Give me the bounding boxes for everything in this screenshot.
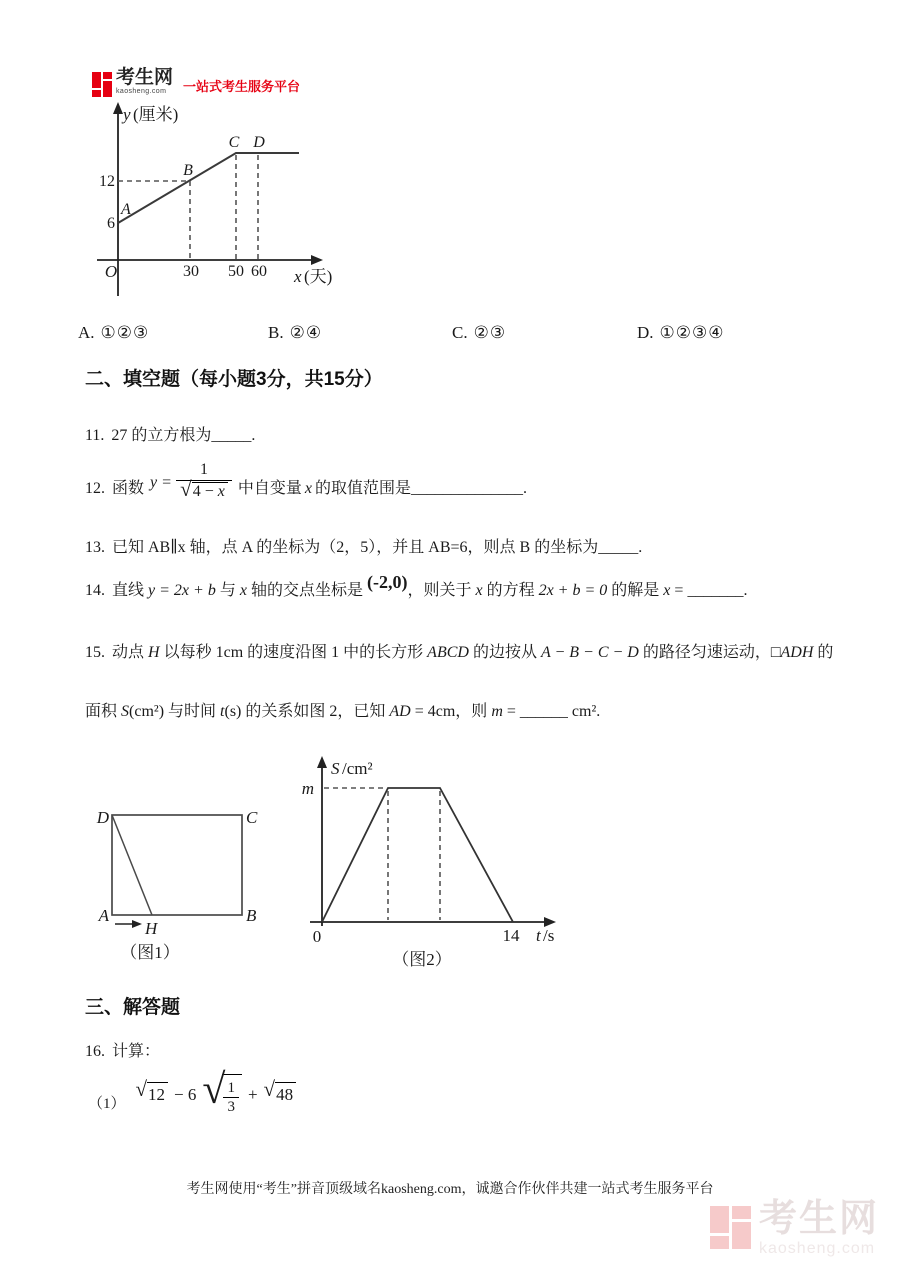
y-axis-label-var: S: [331, 759, 340, 778]
dashed-guide-b: [118, 181, 190, 260]
radical-sign-icon: √: [263, 1077, 276, 1102]
question-14: [85, 572, 748, 602]
text-segment: = 4cm，则: [410, 703, 492, 720]
option-d-value: ①②③④: [659, 323, 725, 342]
operator-plus: +: [247, 1084, 258, 1104]
question-text: 已知 AB∥x 轴，点 A 的坐标为（2，5），并且 AB=6，则点 B 的坐标为: [112, 539, 599, 556]
logo-site: kaosheng.com: [116, 88, 167, 95]
option-a: [78, 323, 268, 343]
radicand: [192, 482, 228, 501]
y-tick-m: m: [301, 779, 314, 798]
logo-tagline: 一站式考生服务平台: [183, 79, 301, 94]
motion-arrow-head-icon: [132, 920, 142, 928]
kaosheng-logo-icon: [92, 72, 112, 97]
segment-dh: [112, 815, 152, 915]
text-segment: x: [663, 582, 671, 599]
watermark: [710, 1200, 879, 1257]
option-a-label: A.: [78, 323, 95, 342]
question-pre-text: 函数: [112, 479, 145, 497]
text-segment: 轴的交点坐标是: [246, 582, 367, 599]
section-fill-in-title: 二、填空题（每小题3分，共15分）: [85, 369, 383, 390]
question10-line-graph: [85, 100, 415, 300]
origin-label: O: [104, 262, 118, 281]
text-segment: x: [239, 582, 247, 599]
item-label: （1）: [88, 1096, 126, 1113]
x-tick-60: 60: [251, 263, 267, 280]
graph-line: [322, 788, 513, 922]
question-number: 16.: [85, 1043, 105, 1060]
radical: [180, 476, 228, 503]
option-b-label: B.: [268, 323, 284, 342]
text-segment: 的路径匀速运动，: [638, 644, 771, 661]
period: .: [522, 479, 527, 497]
answer-blank: _____: [211, 427, 252, 444]
text-segment: t: [220, 703, 225, 720]
x-tick-30: 30: [183, 263, 199, 280]
radical-one-third: [202, 1067, 242, 1116]
radicand: 48: [275, 1082, 296, 1108]
figure1-rectangle-diagram: [95, 800, 280, 970]
option-c-value: ②③: [473, 323, 507, 342]
text-segment: 1: [331, 644, 340, 661]
radical-sign-icon: √: [202, 1067, 226, 1113]
figure2-caption: （图2）: [392, 950, 452, 969]
fraction-numerator: 1: [199, 461, 208, 479]
text-segment: m: [491, 703, 503, 720]
y-axis-label-unit: /cm²: [342, 759, 373, 778]
text-segment: 中的长方形: [339, 644, 428, 661]
question-number: 12.: [85, 479, 105, 497]
text-segment: □: [770, 644, 781, 661]
text-segment: 的: [813, 644, 834, 661]
text-segment: ，已知: [337, 703, 390, 720]
period: .: [638, 539, 643, 556]
option-a-value: ①②③: [100, 323, 150, 342]
question-text: 计算：: [112, 1043, 161, 1060]
point-label-h: H: [145, 919, 158, 938]
footer-text: 考生网使用“考生”拼音顶级域名kaosheng.com，诚邀合作伙伴共建一站式考生服务平台: [186, 1182, 714, 1197]
text-segment: S: [121, 703, 130, 720]
text-segment: (cm²): [129, 703, 165, 720]
question-text: [85, 703, 600, 720]
option-c: [452, 323, 637, 343]
corner-label-c: C: [246, 808, 258, 827]
point-label-a: A: [121, 201, 131, 218]
operator-minus-6: − 6: [174, 1084, 197, 1104]
option-b-value: ②④: [289, 323, 323, 342]
text-segment: 直线: [112, 582, 149, 599]
question-number: 14.: [85, 582, 105, 599]
text-segment: cm²: [567, 703, 597, 720]
text-segment: (-2,0): [366, 572, 408, 592]
text-segment: 的速度沿图: [243, 644, 332, 661]
corner-label-a: A: [98, 906, 109, 925]
option-d: [637, 323, 725, 343]
figure2-line-graph: [300, 752, 580, 975]
x-axis-label-unit: /s: [543, 926, 555, 945]
point-label-c: C: [228, 134, 240, 151]
text-segment: (s): [224, 703, 242, 720]
answer-blank: _____: [598, 539, 639, 556]
origin-label: 0: [312, 927, 322, 946]
option-c-label: C.: [452, 323, 468, 342]
radicand-text: 4 −: [192, 482, 218, 500]
text-segment: 的方程: [482, 582, 539, 599]
period: .: [251, 427, 256, 444]
kaosheng-logo: [92, 68, 300, 97]
text-segment: _______: [687, 582, 744, 599]
text-segment: ABCD: [427, 644, 469, 661]
kaosheng-watermark-icon: [710, 1206, 751, 1249]
text-segment: y = 2x + b: [148, 582, 216, 599]
radical-sign-icon: √: [180, 476, 192, 501]
text-segment: 以每秒: [159, 644, 216, 661]
y-tick-6: 6: [107, 215, 115, 232]
question-post-text: 的取值范围是: [314, 479, 411, 497]
y-tick-12: 12: [99, 173, 115, 190]
question-15-line2: [85, 700, 600, 723]
question-text: [112, 644, 833, 661]
text-segment: 2x + b = 0: [538, 582, 608, 599]
radicand-var: x: [217, 482, 225, 500]
fraction-denominator: 3: [223, 1097, 239, 1116]
text-segment: 的边按从: [468, 644, 541, 661]
figure1-caption: （图1）: [120, 943, 180, 962]
text-segment: ADH: [780, 644, 814, 661]
y-axis-arrow-icon: [317, 756, 327, 768]
question-number: 13.: [85, 539, 105, 556]
text-segment: .: [596, 703, 601, 720]
formula-lhs: y: [150, 474, 158, 492]
corner-label-b: B: [246, 906, 257, 925]
watermark-brand: 考生网: [759, 1198, 880, 1240]
text-segment: A − B − C − D: [540, 644, 639, 661]
x-tick-14: 14: [502, 926, 520, 945]
radical-12: [135, 1077, 169, 1108]
fraction: [176, 461, 232, 504]
option-d-label: D.: [637, 323, 654, 342]
watermark-text: [759, 1200, 879, 1257]
text-segment: .: [743, 582, 748, 599]
question-16-item1: [88, 1066, 296, 1124]
y-axis-label-var: y: [123, 105, 131, 124]
text-segment: ______: [519, 703, 568, 720]
x-axis-label-var: x: [294, 267, 302, 286]
point-label-d: D: [253, 134, 265, 151]
text-segment: AD: [389, 703, 411, 720]
text-segment: ，则关于: [407, 582, 476, 599]
watermark-site: kaosheng.com: [759, 1240, 876, 1257]
text-segment: =: [502, 703, 520, 720]
corner-label-d: D: [96, 808, 109, 827]
question-13: [85, 536, 642, 559]
question-number: 11.: [85, 427, 105, 444]
question-text: 27 的立方根为: [111, 427, 212, 444]
x-axis-arrow-icon: [311, 255, 323, 265]
y-axis-label-unit: (厘米): [133, 105, 179, 124]
question-12: [85, 448, 527, 504]
formula-y-equals-fraction: [150, 461, 232, 504]
text-segment: =: [670, 582, 688, 599]
radicand: 12: [147, 1082, 168, 1108]
text-segment: 2: [329, 703, 338, 720]
question-number: 15.: [85, 644, 105, 661]
text-segment: 面积: [85, 703, 122, 720]
text-segment: x: [475, 582, 483, 599]
text-segment: 与时间: [164, 703, 221, 720]
option-b: [268, 323, 452, 343]
fraction: [223, 1080, 239, 1115]
text-segment: 的解是: [607, 582, 664, 599]
question-15-line1: [85, 641, 833, 664]
text-segment: 的关系如图: [241, 703, 330, 720]
point-label-b: B: [183, 162, 193, 179]
logo-brand: 考生网: [116, 67, 174, 88]
text-segment: H: [148, 644, 160, 661]
radical-48: [263, 1077, 297, 1108]
section-jieda-title: 三、解答题: [85, 997, 181, 1018]
text-segment: 动点: [112, 644, 149, 661]
x-tick-50: 50: [228, 263, 244, 280]
question-mid-text: 中自变量: [237, 479, 302, 497]
equals-sign: =: [162, 474, 172, 492]
radical-sign-icon: √: [135, 1077, 148, 1102]
question-text: [112, 572, 748, 599]
variable-x: x: [304, 479, 312, 497]
graph-line: [118, 153, 299, 223]
x-axis-label-var: t: [536, 926, 541, 945]
text-segment: 与: [215, 582, 240, 599]
question-11: [85, 424, 255, 447]
text-segment: 1cm: [215, 644, 244, 661]
choice-options-row: [78, 323, 725, 343]
fraction-numerator: 1: [227, 1080, 235, 1096]
x-axis-label-unit: (天): [304, 267, 333, 286]
logo-text: [116, 68, 173, 95]
y-axis-arrow-icon: [113, 102, 123, 114]
answer-blank: ______________: [410, 479, 523, 497]
fraction-denominator: [176, 476, 232, 504]
question-16: [85, 1040, 160, 1063]
